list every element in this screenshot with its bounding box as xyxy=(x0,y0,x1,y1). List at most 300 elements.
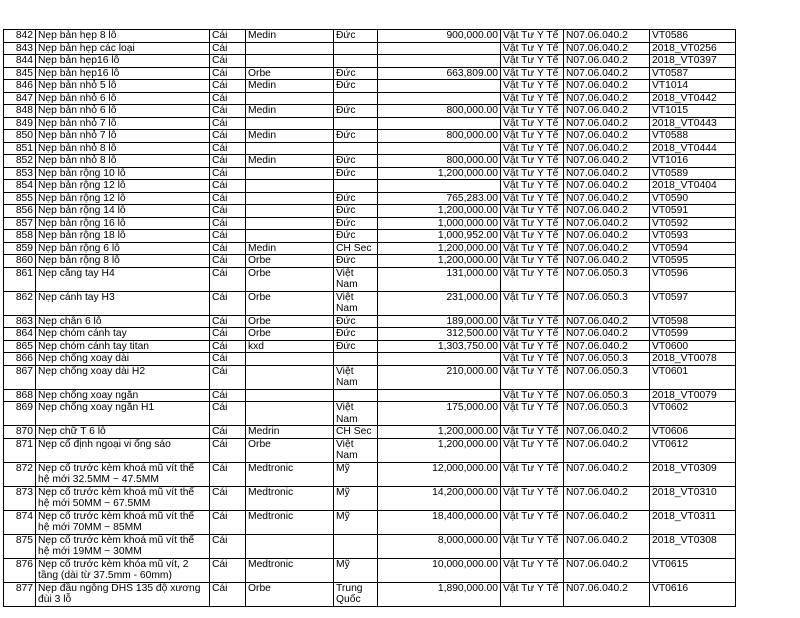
category-cell: Vật Tư Y Tế xyxy=(501,340,564,353)
table-row xyxy=(4,534,736,558)
table-row xyxy=(4,217,736,230)
item-code-cell: N07.06.040.2 xyxy=(564,105,650,118)
item-name-cell: Nẹp chống xoay dài xyxy=(36,353,210,366)
item-name-cell: Nẹp cánh tay H3 xyxy=(36,291,210,315)
price-cell: 1,000,000.00 xyxy=(378,217,501,230)
item-name-cell: Nẹp cẳng tay H4 xyxy=(36,267,210,291)
category-cell: Vật Tư Y Tế xyxy=(501,486,564,510)
unit-cell: Cái xyxy=(210,315,246,328)
category-cell: Vật Tư Y Tế xyxy=(501,230,564,243)
row-number-cell: 871 xyxy=(4,438,36,462)
vt-code-cell: 2018_VT0079 xyxy=(650,389,736,402)
row-number-cell: 863 xyxy=(4,315,36,328)
item-name-cell: Nẹp bản nhỏ 7 lỗ xyxy=(36,117,210,130)
category-cell: Vật Tư Y Tế xyxy=(501,205,564,218)
table-row xyxy=(4,462,736,486)
vt-code-cell: VT1016 xyxy=(650,155,736,168)
vt-code-cell: VT0615 xyxy=(650,558,736,582)
vt-code-cell: 2018_VT0078 xyxy=(650,353,736,366)
table-row xyxy=(4,486,736,510)
vt-code-cell: 2018_VT0309 xyxy=(650,462,736,486)
item-name-cell: Nẹp bản rộng 12 lỗ xyxy=(36,192,210,205)
brand-cell xyxy=(246,192,334,205)
category-cell: Vật Tư Y Tế xyxy=(501,142,564,155)
brand-cell: Medtronic xyxy=(246,486,334,510)
item-code-cell: N07.06.040.2 xyxy=(564,242,650,255)
brand-cell xyxy=(246,92,334,105)
price-cell: 131,000.00 xyxy=(378,267,501,291)
category-cell: Vật Tư Y Tế xyxy=(501,558,564,582)
category-cell: Vật Tư Y Tế xyxy=(501,30,564,43)
vt-code-cell: 2018_VT0308 xyxy=(650,534,736,558)
item-code-cell: N07.06.040.2 xyxy=(564,426,650,439)
vt-code-cell: VT0597 xyxy=(650,291,736,315)
brand-cell xyxy=(246,180,334,193)
origin-cell: Đức xyxy=(334,340,378,353)
unit-cell: Cái xyxy=(210,558,246,582)
origin-cell: Việt Nam xyxy=(334,438,378,462)
row-number-cell: 847 xyxy=(4,92,36,105)
table-row xyxy=(4,328,736,341)
origin-cell: Đức xyxy=(334,30,378,43)
item-name-cell: Nẹp chóm cánh tay xyxy=(36,328,210,341)
item-code-cell: N07.06.040.2 xyxy=(564,192,650,205)
item-name-cell: Nẹp bản nhỏ 5 lỗ xyxy=(36,80,210,93)
unit-cell: Cái xyxy=(210,328,246,341)
brand-cell: Orbe xyxy=(246,315,334,328)
price-cell: 1,200,000.00 xyxy=(378,426,501,439)
brand-cell: Medin xyxy=(246,130,334,143)
origin-cell: Đức xyxy=(334,105,378,118)
item-code-cell: N07.06.040.2 xyxy=(564,155,650,168)
unit-cell: Cái xyxy=(210,582,246,606)
unit-cell: Cái xyxy=(210,142,246,155)
row-number-cell: 867 xyxy=(4,365,36,389)
origin-cell: Đức xyxy=(334,167,378,180)
vt-code-cell: VT0616 xyxy=(650,582,736,606)
brand-cell xyxy=(246,402,334,426)
item-name-cell: Nẹp bản nhỏ 8 lỗ xyxy=(36,142,210,155)
origin-cell xyxy=(334,534,378,558)
origin-cell: Mỹ xyxy=(334,510,378,534)
vt-code-cell: VT0589 xyxy=(650,167,736,180)
item-code-cell: N07.06.050.3 xyxy=(564,365,650,389)
price-cell: 1,200,000.00 xyxy=(378,438,501,462)
row-number-cell: 876 xyxy=(4,558,36,582)
item-code-cell: N07.06.050.3 xyxy=(564,291,650,315)
table-row xyxy=(4,426,736,439)
item-code-cell: N07.06.040.2 xyxy=(564,510,650,534)
table-row xyxy=(4,80,736,93)
unit-cell: Cái xyxy=(210,402,246,426)
category-cell: Vật Tư Y Tế xyxy=(501,389,564,402)
origin-cell xyxy=(334,180,378,193)
item-name-cell: Nẹp bản hẹp 8 lỗ xyxy=(36,30,210,43)
brand-cell: Orbe xyxy=(246,255,334,268)
table-row xyxy=(4,558,736,582)
price-cell xyxy=(378,42,501,55)
unit-cell: Cái xyxy=(210,438,246,462)
item-name-cell: Nẹp cổ trước kèm khoá mũ vít thế hệ mới 50MM ~ 67.5MM xyxy=(36,486,210,510)
price-cell xyxy=(378,180,501,193)
origin-cell xyxy=(334,353,378,366)
item-code-cell: N07.06.040.2 xyxy=(564,167,650,180)
origin-cell: Mỹ xyxy=(334,558,378,582)
brand-cell xyxy=(246,230,334,243)
vt-code-cell: 2018_VT0442 xyxy=(650,92,736,105)
price-cell: 1,000,952.00 xyxy=(378,230,501,243)
brand-cell: Medin xyxy=(246,80,334,93)
row-number-cell: 870 xyxy=(4,426,36,439)
item-name-cell: Nẹp bản hẹp16 lỗ xyxy=(36,67,210,80)
brand-cell: Medin xyxy=(246,155,334,168)
item-code-cell: N07.06.040.2 xyxy=(564,180,650,193)
item-name-cell: Nẹp chân 6 lỗ xyxy=(36,315,210,328)
category-cell: Vật Tư Y Tế xyxy=(501,582,564,606)
unit-cell: Cái xyxy=(210,180,246,193)
origin-cell: Việt Nam xyxy=(334,365,378,389)
unit-cell: Cái xyxy=(210,55,246,68)
brand-cell: Orbe xyxy=(246,267,334,291)
item-name-cell: Nẹp cổ trước kèm khoá mũ vít thế hệ mới 32.5MM ~ 47.5MM xyxy=(36,462,210,486)
unit-cell: Cái xyxy=(210,365,246,389)
category-cell: Vật Tư Y Tế xyxy=(501,353,564,366)
vt-code-cell: VT0600 xyxy=(650,340,736,353)
row-number-cell: 860 xyxy=(4,255,36,268)
category-cell: Vật Tư Y Tế xyxy=(501,80,564,93)
table-row xyxy=(4,267,736,291)
unit-cell: Cái xyxy=(210,217,246,230)
vt-code-cell: VT0586 xyxy=(650,30,736,43)
table-row xyxy=(4,167,736,180)
row-number-cell: 877 xyxy=(4,582,36,606)
table-row xyxy=(4,365,736,389)
vt-code-cell: 2018_VT0397 xyxy=(650,55,736,68)
vt-code-cell: VT0590 xyxy=(650,192,736,205)
item-code-cell: N07.06.040.2 xyxy=(564,42,650,55)
brand-cell: Orbe xyxy=(246,328,334,341)
row-number-cell: 843 xyxy=(4,42,36,55)
brand-cell xyxy=(246,55,334,68)
item-name-cell: Nẹp bản nhỏ 7 lỗ xyxy=(36,130,210,143)
item-name-cell: Nẹp bản rộng 6 lỗ xyxy=(36,242,210,255)
item-code-cell: N07.06.050.3 xyxy=(564,267,650,291)
brand-cell xyxy=(246,217,334,230)
item-name-cell: Nẹp bản hẹp các loại xyxy=(36,42,210,55)
brand-cell xyxy=(246,205,334,218)
price-cell: 1,200,000.00 xyxy=(378,167,501,180)
item-name-cell: Nẹp chữ T 6 lỗ xyxy=(36,426,210,439)
origin-cell: Việt Nam xyxy=(334,291,378,315)
item-code-cell: N07.06.040.2 xyxy=(564,340,650,353)
price-cell: 8,000,000.00 xyxy=(378,534,501,558)
category-cell: Vật Tư Y Tế xyxy=(501,67,564,80)
unit-cell: Cái xyxy=(210,486,246,510)
category-cell: Vật Tư Y Tế xyxy=(501,180,564,193)
item-name-cell: Nẹp bản rộng 12 lỗ xyxy=(36,180,210,193)
unit-cell: Cái xyxy=(210,291,246,315)
table-row xyxy=(4,205,736,218)
item-code-cell: N07.06.040.2 xyxy=(564,230,650,243)
brand-cell xyxy=(246,167,334,180)
brand-cell: Medin xyxy=(246,105,334,118)
item-code-cell: N07.06.040.2 xyxy=(564,438,650,462)
item-code-cell: N07.06.040.2 xyxy=(564,30,650,43)
row-number-cell: 855 xyxy=(4,192,36,205)
item-name-cell: Nẹp chống xoay dài H2 xyxy=(36,365,210,389)
vt-code-cell: VT0593 xyxy=(650,230,736,243)
category-cell: Vật Tư Y Tế xyxy=(501,105,564,118)
origin-cell: Việt Nam xyxy=(334,402,378,426)
item-code-cell: N07.06.050.3 xyxy=(564,402,650,426)
item-code-cell: N07.06.040.2 xyxy=(564,130,650,143)
origin-cell: Đức xyxy=(334,67,378,80)
price-cell: 18,400,000.00 xyxy=(378,510,501,534)
table-row xyxy=(4,142,736,155)
unit-cell: Cái xyxy=(210,42,246,55)
row-number-cell: 857 xyxy=(4,217,36,230)
vt-code-cell: VT0606 xyxy=(650,426,736,439)
table-row xyxy=(4,55,736,68)
brand-cell xyxy=(246,389,334,402)
origin-cell: CH Sec xyxy=(334,426,378,439)
vt-code-cell: VT0599 xyxy=(650,328,736,341)
table-row xyxy=(4,438,736,462)
row-number-cell: 848 xyxy=(4,105,36,118)
row-number-cell: 862 xyxy=(4,291,36,315)
table-row xyxy=(4,255,736,268)
category-cell: Vật Tư Y Tế xyxy=(501,217,564,230)
vt-code-cell: VT1015 xyxy=(650,105,736,118)
row-number-cell: 853 xyxy=(4,167,36,180)
item-code-cell: N07.06.040.2 xyxy=(564,217,650,230)
vt-code-cell: VT0612 xyxy=(650,438,736,462)
item-name-cell: Nẹp bản nhỏ 6 lỗ xyxy=(36,92,210,105)
item-code-cell: N07.06.040.2 xyxy=(564,486,650,510)
category-cell: Vật Tư Y Tế xyxy=(501,402,564,426)
item-code-cell: N07.06.040.2 xyxy=(564,92,650,105)
brand-cell: Orbe xyxy=(246,438,334,462)
origin-cell xyxy=(334,55,378,68)
category-cell: Vật Tư Y Tế xyxy=(501,291,564,315)
item-code-cell: N07.06.040.2 xyxy=(564,315,650,328)
price-cell: 1,200,000.00 xyxy=(378,242,501,255)
row-number-cell: 845 xyxy=(4,67,36,80)
origin-cell: Đức xyxy=(334,230,378,243)
unit-cell: Cái xyxy=(210,462,246,486)
category-cell: Vật Tư Y Tế xyxy=(501,55,564,68)
price-cell: 900,000.00 xyxy=(378,30,501,43)
unit-cell: Cái xyxy=(210,130,246,143)
category-cell: Vật Tư Y Tế xyxy=(501,438,564,462)
brand-cell: Orbe xyxy=(246,582,334,606)
vt-code-cell: 2018_VT0443 xyxy=(650,117,736,130)
price-cell: 175,000.00 xyxy=(378,402,501,426)
vt-code-cell: VT0591 xyxy=(650,205,736,218)
unit-cell: Cái xyxy=(210,67,246,80)
price-cell: 800,000.00 xyxy=(378,155,501,168)
table-row xyxy=(4,510,736,534)
vt-code-cell: VT0594 xyxy=(650,242,736,255)
unit-cell: Cái xyxy=(210,426,246,439)
origin-cell: CH Sec xyxy=(334,242,378,255)
price-cell: 1,200,000.00 xyxy=(378,255,501,268)
origin-cell xyxy=(334,142,378,155)
row-number-cell: 861 xyxy=(4,267,36,291)
row-number-cell: 854 xyxy=(4,180,36,193)
price-cell: 14,200,000.00 xyxy=(378,486,501,510)
table-row xyxy=(4,291,736,315)
unit-cell: Cái xyxy=(210,80,246,93)
brand-cell: Medtronic xyxy=(246,510,334,534)
brand-cell: Orbe xyxy=(246,291,334,315)
table-row xyxy=(4,242,736,255)
item-name-cell: Nẹp chống xoay ngắn H1 xyxy=(36,402,210,426)
table-row xyxy=(4,30,736,43)
row-number-cell: 842 xyxy=(4,30,36,43)
table-row xyxy=(4,192,736,205)
price-cell: 12,000,000.00 xyxy=(378,462,501,486)
origin-cell xyxy=(334,117,378,130)
category-cell: Vật Tư Y Tế xyxy=(501,365,564,389)
origin-cell: Đức xyxy=(334,315,378,328)
category-cell: Vật Tư Y Tế xyxy=(501,462,564,486)
item-code-cell: N07.06.040.2 xyxy=(564,328,650,341)
item-code-cell: N07.06.040.2 xyxy=(564,534,650,558)
brand-cell: Medrin xyxy=(246,426,334,439)
origin-cell: Đức xyxy=(334,217,378,230)
item-code-cell: N07.06.040.2 xyxy=(564,558,650,582)
table-row xyxy=(4,130,736,143)
origin-cell: Đức xyxy=(334,205,378,218)
price-cell: 765,283.00 xyxy=(378,192,501,205)
price-cell: 312,500.00 xyxy=(378,328,501,341)
origin-cell: Trung Quốc xyxy=(334,582,378,606)
price-cell xyxy=(378,142,501,155)
unit-cell: Cái xyxy=(210,389,246,402)
brand-cell xyxy=(246,534,334,558)
category-cell: Vật Tư Y Tế xyxy=(501,92,564,105)
row-number-cell: 844 xyxy=(4,55,36,68)
table-row xyxy=(4,230,736,243)
item-name-cell: Nẹp bản nhỏ 8 lỗ xyxy=(36,155,210,168)
item-code-cell: N07.06.050.3 xyxy=(564,353,650,366)
unit-cell: Cái xyxy=(210,167,246,180)
row-number-cell: 849 xyxy=(4,117,36,130)
origin-cell: Việt Nam xyxy=(334,267,378,291)
origin-cell: Đức xyxy=(334,328,378,341)
brand-cell xyxy=(246,117,334,130)
vt-code-cell: VT0592 xyxy=(650,217,736,230)
category-cell: Vật Tư Y Tế xyxy=(501,155,564,168)
unit-cell: Cái xyxy=(210,155,246,168)
row-number-cell: 864 xyxy=(4,328,36,341)
table-row xyxy=(4,117,736,130)
table-row xyxy=(4,155,736,168)
vt-code-cell: VT0596 xyxy=(650,267,736,291)
price-cell xyxy=(378,389,501,402)
table-row xyxy=(4,92,736,105)
origin-cell: Mỹ xyxy=(334,486,378,510)
item-name-cell: Nẹp đầu ngỗng DHS 135 độ xương đùi 3 lỗ xyxy=(36,582,210,606)
category-cell: Vật Tư Y Tế xyxy=(501,510,564,534)
unit-cell: Cái xyxy=(210,192,246,205)
item-code-cell: N07.06.040.2 xyxy=(564,55,650,68)
unit-cell: Cái xyxy=(210,242,246,255)
item-name-cell: Nẹp bản rộng 16 lỗ xyxy=(36,217,210,230)
unit-cell: Cái xyxy=(210,340,246,353)
category-cell: Vật Tư Y Tế xyxy=(501,167,564,180)
unit-cell: Cái xyxy=(210,353,246,366)
category-cell: Vật Tư Y Tế xyxy=(501,42,564,55)
item-code-cell: N07.06.040.2 xyxy=(564,142,650,155)
price-cell: 800,000.00 xyxy=(378,130,501,143)
origin-cell xyxy=(334,92,378,105)
category-cell: Vật Tư Y Tế xyxy=(501,255,564,268)
unit-cell: Cái xyxy=(210,92,246,105)
brand-cell: Medin xyxy=(246,30,334,43)
unit-cell: Cái xyxy=(210,205,246,218)
item-name-cell: Nẹp bản rộng 18 lỗ xyxy=(36,230,210,243)
vt-code-cell: VT1014 xyxy=(650,80,736,93)
vt-code-cell: 2018_VT0256 xyxy=(650,42,736,55)
price-cell: 189,000.00 xyxy=(378,315,501,328)
vt-code-cell: VT0598 xyxy=(650,315,736,328)
vt-code-cell: 2018_VT0404 xyxy=(650,180,736,193)
item-name-cell: Nẹp bản rộng 10 lỗ xyxy=(36,167,210,180)
item-name-cell: Nẹp chóm cánh tay titan xyxy=(36,340,210,353)
category-cell: Vật Tư Y Tế xyxy=(501,192,564,205)
price-cell xyxy=(378,117,501,130)
row-number-cell: 846 xyxy=(4,80,36,93)
origin-cell: Đức xyxy=(334,155,378,168)
price-cell: 800,000.00 xyxy=(378,105,501,118)
origin-cell xyxy=(334,42,378,55)
brand-cell xyxy=(246,42,334,55)
origin-cell: Đức xyxy=(334,130,378,143)
price-cell xyxy=(378,353,501,366)
item-name-cell: Nẹp cổ trước kèm khoá mũ vít thế hệ mới 70MM ~ 85MM xyxy=(36,510,210,534)
item-name-cell: Nẹp cổ trước kèm khóa mũ vít, 2 tầng (dài từ 37.5mm - 60mm) xyxy=(36,558,210,582)
brand-cell: Medtronic xyxy=(246,462,334,486)
origin-cell: Mỹ xyxy=(334,462,378,486)
item-code-cell: N07.06.050.3 xyxy=(564,389,650,402)
brand-cell xyxy=(246,142,334,155)
item-code-cell: N07.06.040.2 xyxy=(564,80,650,93)
table-row xyxy=(4,389,736,402)
brand-cell: Medtronic xyxy=(246,558,334,582)
row-number-cell: 866 xyxy=(4,353,36,366)
row-number-cell: 850 xyxy=(4,130,36,143)
category-cell: Vật Tư Y Tế xyxy=(501,130,564,143)
brand-cell: kxd xyxy=(246,340,334,353)
price-cell xyxy=(378,92,501,105)
price-cell: 1,890,000.00 xyxy=(378,582,501,606)
unit-cell: Cái xyxy=(210,510,246,534)
table-row xyxy=(4,582,736,606)
brand-cell xyxy=(246,365,334,389)
item-name-cell: Nẹp bản rộng 8 lỗ xyxy=(36,255,210,268)
origin-cell: Đức xyxy=(334,80,378,93)
category-cell: Vật Tư Y Tế xyxy=(501,242,564,255)
brand-cell: Medin xyxy=(246,242,334,255)
price-cell: 231,000.00 xyxy=(378,291,501,315)
item-name-cell: Nẹp cổ trước kèm khoá mũ vít thế hệ mới 19MM ~ 30MM xyxy=(36,534,210,558)
category-cell: Vật Tư Y Tế xyxy=(501,315,564,328)
brand-cell xyxy=(246,353,334,366)
unit-cell: Cái xyxy=(210,230,246,243)
price-table xyxy=(3,29,736,607)
